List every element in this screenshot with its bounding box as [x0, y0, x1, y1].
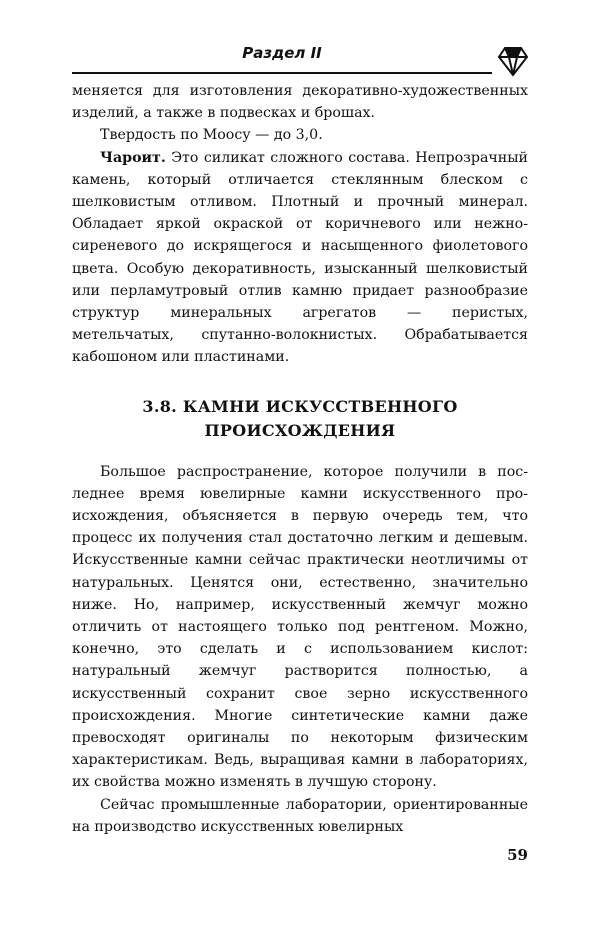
section-heading-line2: ПРОИСХОЖДЕНИЯ: [204, 420, 396, 440]
paragraph-charoite: [72, 147, 528, 369]
running-header: [72, 36, 492, 74]
section-heading: [72, 395, 528, 443]
paragraph-industrial-labs: Сейчас промышленные лаборатории, ориентированные на производство искусственных ювелирных: [72, 796, 528, 835]
section-heading-line1: 3.8. КАМНИ ИСКУССТВЕННОГО: [142, 396, 458, 416]
paragraph-artificial-stones: Большое распространение, которое получили в последнее время ювелирные камни искусственного происхождения, объясняется в первую очередь тем, что процесс их получения стал достаточно легким и дешевым. Искусственные камни сейчас практически неотличимы от натуральных. Ценятся они, естественно, значительно ниже. Но, например, искусственный жемчуг можно отличить от настоящего только под рентгеном. Можно, конечно, это сделать и с использованием кислот: натуральный жемчуг растворится полностью, а искусственный сохранит свое зерно искусственного происхождения. Многие синтетические камни даже превосходят оригиналы по некоторым физическим характеристикам. Ведь, выращивая камни в лабораториях, их свойства можно изменять в лучшую сторону.: [72, 463, 528, 791]
gem-icon: [496, 44, 530, 78]
page-number: 59: [507, 846, 528, 864]
paragraph-hardness: Твердость по Моосу — до 3,0.: [100, 127, 323, 144]
term-charoite: Чароит.: [100, 149, 166, 166]
paragraph-continued: меняется для изготовления декоративно-художественных изделий, а также в подвесках и брошах.: [72, 83, 528, 122]
section-label: Раздел II: [242, 44, 322, 62]
body-text: [72, 80, 528, 838]
charoite-description: Это силикат сложного состава. Непрозрачный камень, который отличается стеклянным блеском с шелковистым отливом. Плотный и прочный минерал. Обладает яркой окраской от коричневого или нежно-сиреневого до искрящегося и насыщенного фиолетового цвета. Особую декоративность, изысканный шелковистый или перламутровый отлив камню придает разнообразие структур минеральных агрегатов — перистых, метельчатых, спутанно-волокнистых. Обрабатывается кабошоном или пластинами.: [72, 149, 528, 366]
